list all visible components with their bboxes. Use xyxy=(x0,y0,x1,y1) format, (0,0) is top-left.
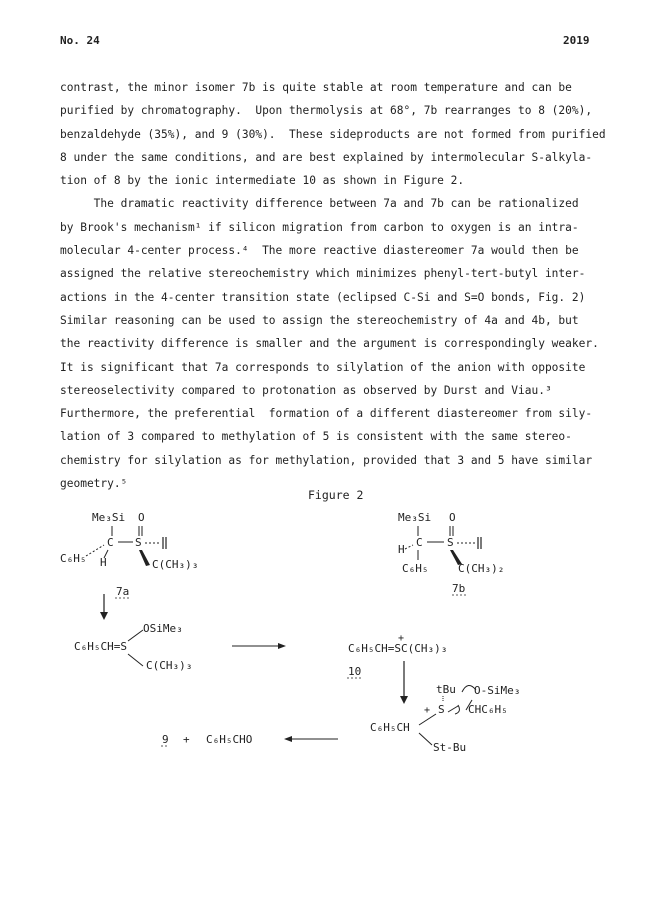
label-ylide: C₆H₅CH=S xyxy=(74,640,127,653)
plus-charge: + xyxy=(398,633,405,644)
figure-title: Figure 2 xyxy=(308,488,364,502)
text-line: chemistry for silylation as for methylation, provided that 3 and 5 have similar xyxy=(60,453,593,467)
label-benzaldehyde: C₆H₅CHO xyxy=(206,733,253,746)
compound-9-label: 9 xyxy=(162,733,169,746)
label-sulfur: S xyxy=(135,536,142,549)
label-osime3: OSiMe₃ xyxy=(143,622,183,635)
compound-7b-label: 7b xyxy=(452,582,466,595)
label-chc6h5: CHC₆H₅ xyxy=(468,703,508,716)
text-line: lation of 3 compared to methylation of 5 is consistent with the same stereo- xyxy=(60,430,572,444)
arrow-right xyxy=(232,643,286,649)
page-number: 2019 xyxy=(563,34,590,47)
label-tbu: C(CH₃)₂ xyxy=(458,562,505,575)
text-line: molecular 4-center process.⁴ The more reactive diastereomer 7a would then be xyxy=(60,244,579,258)
label-me3si: Me₃Si xyxy=(398,511,432,524)
label-c6h5ch: C₆H₅CH xyxy=(370,721,410,734)
structure-7b xyxy=(398,511,504,595)
text-line: by Brook's mechanism¹ if silicon migration from carbon to oxygen is an intra- xyxy=(60,220,579,234)
text-line: stereoselectivity compared to protonation as observed by Durst and Viau.³ xyxy=(60,383,552,397)
text-line: assigned the relative stereochemistry which minimizes phenyl-tert-butyl inter- xyxy=(60,267,586,281)
arrow-down-7a xyxy=(100,594,108,620)
text-line: geometry.⁵ xyxy=(60,477,128,491)
label-oxygen: O xyxy=(449,511,456,524)
text-line: The dramatic reactivity difference between 7a and 7b can be rationalized xyxy=(60,197,579,211)
label-oxygen: O xyxy=(138,511,145,524)
compound-7a-label: 7a xyxy=(116,585,130,598)
text-line: contrast, the minor isomer 7b is quite stable at room temperature and can be xyxy=(60,81,572,94)
compound-10-label: 10 xyxy=(348,665,362,678)
text-line: It is significant that 7a corresponds to silylation of the anion with opposite xyxy=(60,360,586,374)
text-line: Furthermore, the preferential formation of a different diastereomer from sily- xyxy=(60,407,593,421)
label-stbu: St-Bu xyxy=(433,741,467,754)
label-sulfonium: C₆H₅CH=SC(CH₃)₃ xyxy=(348,642,448,655)
arrow-left xyxy=(284,736,338,742)
text-line: benzaldehyde (35%), and 9 (30%). These sideproducts are not formed from purified xyxy=(60,127,606,141)
products xyxy=(161,733,252,746)
label-hydrogen: H xyxy=(100,556,107,569)
label-tbu: C(CH₃)₃ xyxy=(146,659,193,672)
label-carbon: C xyxy=(416,536,423,549)
arrow-down-10 xyxy=(400,661,408,704)
structure-10 xyxy=(347,633,447,678)
text-line: 8 under the same conditions, and are best explained by intermolecular S-alkyla- xyxy=(60,150,593,164)
label-phenyl: C₆H₅ xyxy=(402,562,429,575)
text-line: purified by chromatography. Upon thermolysis at 68°, 7b rearranges to 8 (20%), xyxy=(60,104,593,118)
label-carbon: C xyxy=(107,536,114,549)
label-tbu-group: tBu xyxy=(436,683,456,696)
structure-7a xyxy=(60,511,198,598)
label-me3si: Me₃Si xyxy=(92,511,126,524)
label-phenyl: C₆H₅ xyxy=(60,552,87,565)
journal-issue: No. 24 xyxy=(60,34,100,47)
text-line: the reactivity difference is smaller and the argument is correspondingly weaker. xyxy=(60,337,599,351)
text-line: tion of 8 by the ionic intermediate 10 as shown in Figure 2. xyxy=(60,174,465,188)
label-sulfur: S xyxy=(438,703,445,716)
label-tbu: C(CH₃)₃ xyxy=(152,558,199,571)
text-line: actions in the 4-center transition state (eclipsed C-Si and S=O bonds, Fig. 2) xyxy=(60,290,586,304)
plus-charge: + xyxy=(424,705,431,716)
plus-sign: + xyxy=(183,733,190,746)
structure-adduct xyxy=(370,683,520,754)
structure-ylide xyxy=(74,622,192,672)
label-hydrogen: H xyxy=(398,543,405,556)
label-sulfur: S xyxy=(447,536,454,549)
label-osime3b: O-SiMe₃ xyxy=(474,684,521,697)
text-line: Similar reasoning can be used to assign the stereochemistry of 4a and 4b, but xyxy=(60,313,579,327)
